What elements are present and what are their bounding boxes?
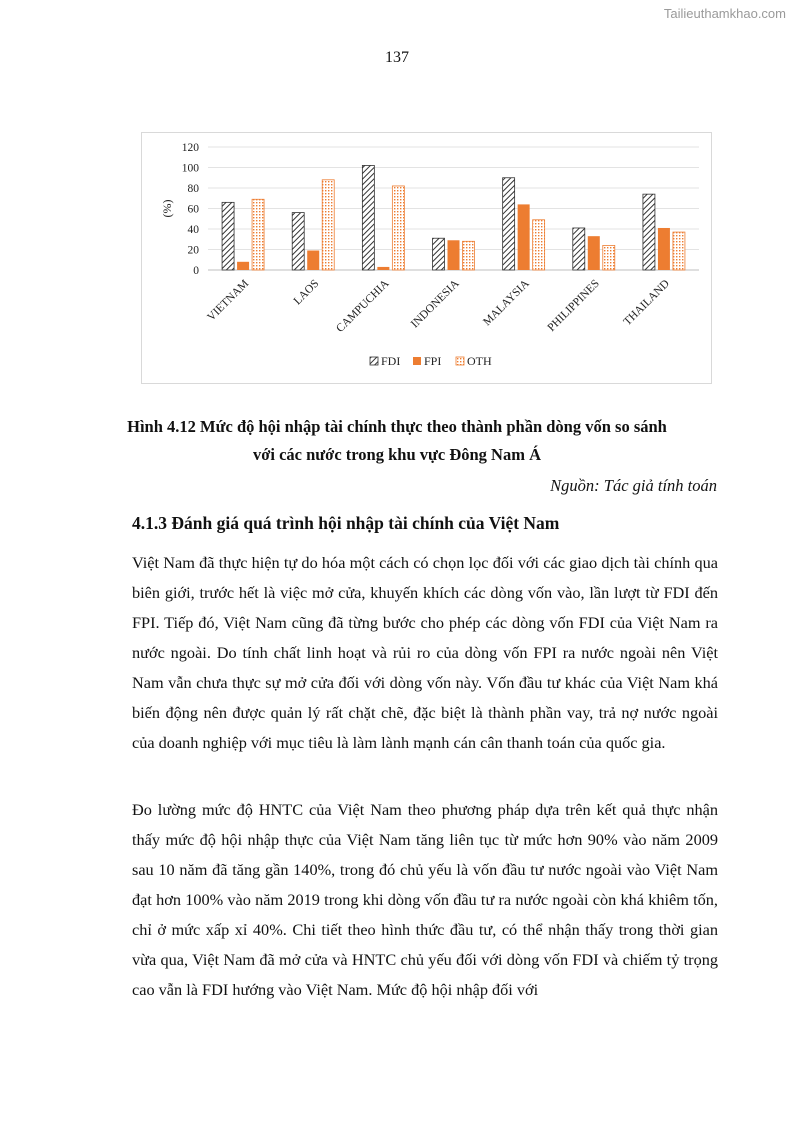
legend-swatch-fpi bbox=[413, 357, 421, 365]
bar-chart bbox=[142, 133, 713, 385]
bar-oth bbox=[603, 245, 615, 270]
bar-fpi bbox=[237, 262, 249, 270]
bar-fpi bbox=[377, 267, 389, 270]
y-tick-label: 120 bbox=[181, 142, 199, 154]
figure-source: Nguồn: Tác giả tính toán bbox=[550, 476, 717, 495]
x-category-label: THAILAND bbox=[621, 277, 673, 329]
legend-label-fpi: FPI bbox=[424, 354, 442, 368]
bar-oth bbox=[463, 241, 475, 270]
bar-fdi bbox=[222, 202, 234, 270]
bar-fpi bbox=[588, 236, 600, 270]
x-category-label: CAMPUCHIA bbox=[334, 277, 392, 335]
bar-fdi bbox=[503, 178, 515, 270]
bar-fpi bbox=[307, 251, 319, 270]
bar-fpi bbox=[658, 228, 670, 270]
y-tick-label: 100 bbox=[181, 162, 199, 175]
y-tick-label: 80 bbox=[187, 183, 199, 195]
chart-container bbox=[141, 132, 712, 384]
bar-fdi bbox=[643, 194, 655, 270]
bar-fdi bbox=[433, 238, 445, 270]
bar-oth bbox=[392, 186, 404, 270]
bar-oth bbox=[673, 232, 685, 270]
legend-label-oth: OTH bbox=[467, 354, 492, 368]
x-category-label: VIETNAM bbox=[205, 277, 252, 324]
y-tick-label: 0 bbox=[193, 265, 199, 277]
y-tick-label: 20 bbox=[187, 244, 199, 257]
bar-oth bbox=[252, 199, 264, 270]
y-axis-label: (%) bbox=[160, 199, 174, 218]
bar-oth bbox=[322, 180, 334, 270]
x-category-label: INDONESIA bbox=[408, 277, 462, 331]
bar-fdi bbox=[292, 213, 304, 270]
bar-oth bbox=[533, 220, 545, 270]
paragraph-2: Đo lường mức độ HNTC của Việt Nam theo phương pháp dựa trên kết quả thực nhận thấy mức độ hội nhập thực của Việt Nam tăng liên tục từ mức hơn 90% vào năm 2009 sau 10 năm đã tăng gần 140%, trong đó chủ yếu là vốn đầu tư nước ngoài vào Việt Nam đạt hơn 100% vào năm 2019 trong khi dòng vốn đầu tư ra nước ngoài còn khá khiêm tốn, chỉ ở mức xấp xỉ 40%. Chi tiết theo hình thức đầu tư, có thể nhận thấy trong thời gian vừa qua, Việt Nam đã mở cửa và HNTC chủ yếu đối với dòng vốn FDI và chiếm tỷ trọng cao vẫn là FDI hướng vào Việt Nam. Mức độ hội nhập đối với bbox=[132, 800, 718, 999]
legend-swatch-oth bbox=[456, 357, 464, 365]
y-tick-label: 60 bbox=[187, 203, 199, 216]
x-category-label: MALAYSIA bbox=[481, 277, 532, 329]
section-heading: 4.1.3 Đánh giá quá trình hội nhập tài chính của Việt Nam bbox=[132, 513, 560, 533]
paragraph-1: Việt Nam đã thực hiện tự do hóa một cách có chọn lọc đối với các giao dịch tài chính qua biên giới, trước hết là việc mở cửa, khuyến khích các dòng vốn vào, lần lượt từ FDI đến FPI. Tiếp đó, Việt Nam cũng đã từng bước cho phép các dòng vốn FDI của Việt Nam ra nước ngoài. Do tính chất linh hoạt và rủi ro của dòng vốn FPI ra nước ngoài nên Việt Nam vẫn chưa thực sự mở cửa đối với dòng vốn này. Vốn đầu tư khác của Việt Nam khá biến động nên được quản lý rất chặt chẽ, đặc biệt là thành phần vay, trả nợ nước ngoài của doanh nghiệp với mục tiêu là làm lành mạnh cán cân thanh toán của quốc gia. bbox=[132, 553, 718, 752]
figure-caption bbox=[100, 413, 694, 469]
page-number: 137 bbox=[385, 49, 409, 66]
legend-label-fdi: FDI bbox=[381, 354, 401, 368]
bar-fdi bbox=[573, 228, 585, 270]
watermark: Tailieuthamkhao.com bbox=[663, 6, 786, 21]
x-category-label: LAOS bbox=[291, 277, 322, 308]
caption-line-2: với các nước trong khu vực Đông Nam Á bbox=[252, 445, 542, 464]
bar-fpi bbox=[518, 204, 530, 270]
caption-line-1: Hình 4.12 Mức độ hội nhập tài chính thực theo thành phần dòng vốn so sánh bbox=[127, 417, 667, 436]
bar-fpi bbox=[448, 240, 460, 270]
legend-swatch-fdi bbox=[370, 357, 378, 365]
bar-fdi bbox=[362, 165, 374, 270]
y-tick-label: 40 bbox=[187, 224, 199, 236]
x-category-label: PHILIPPINES bbox=[545, 277, 602, 335]
